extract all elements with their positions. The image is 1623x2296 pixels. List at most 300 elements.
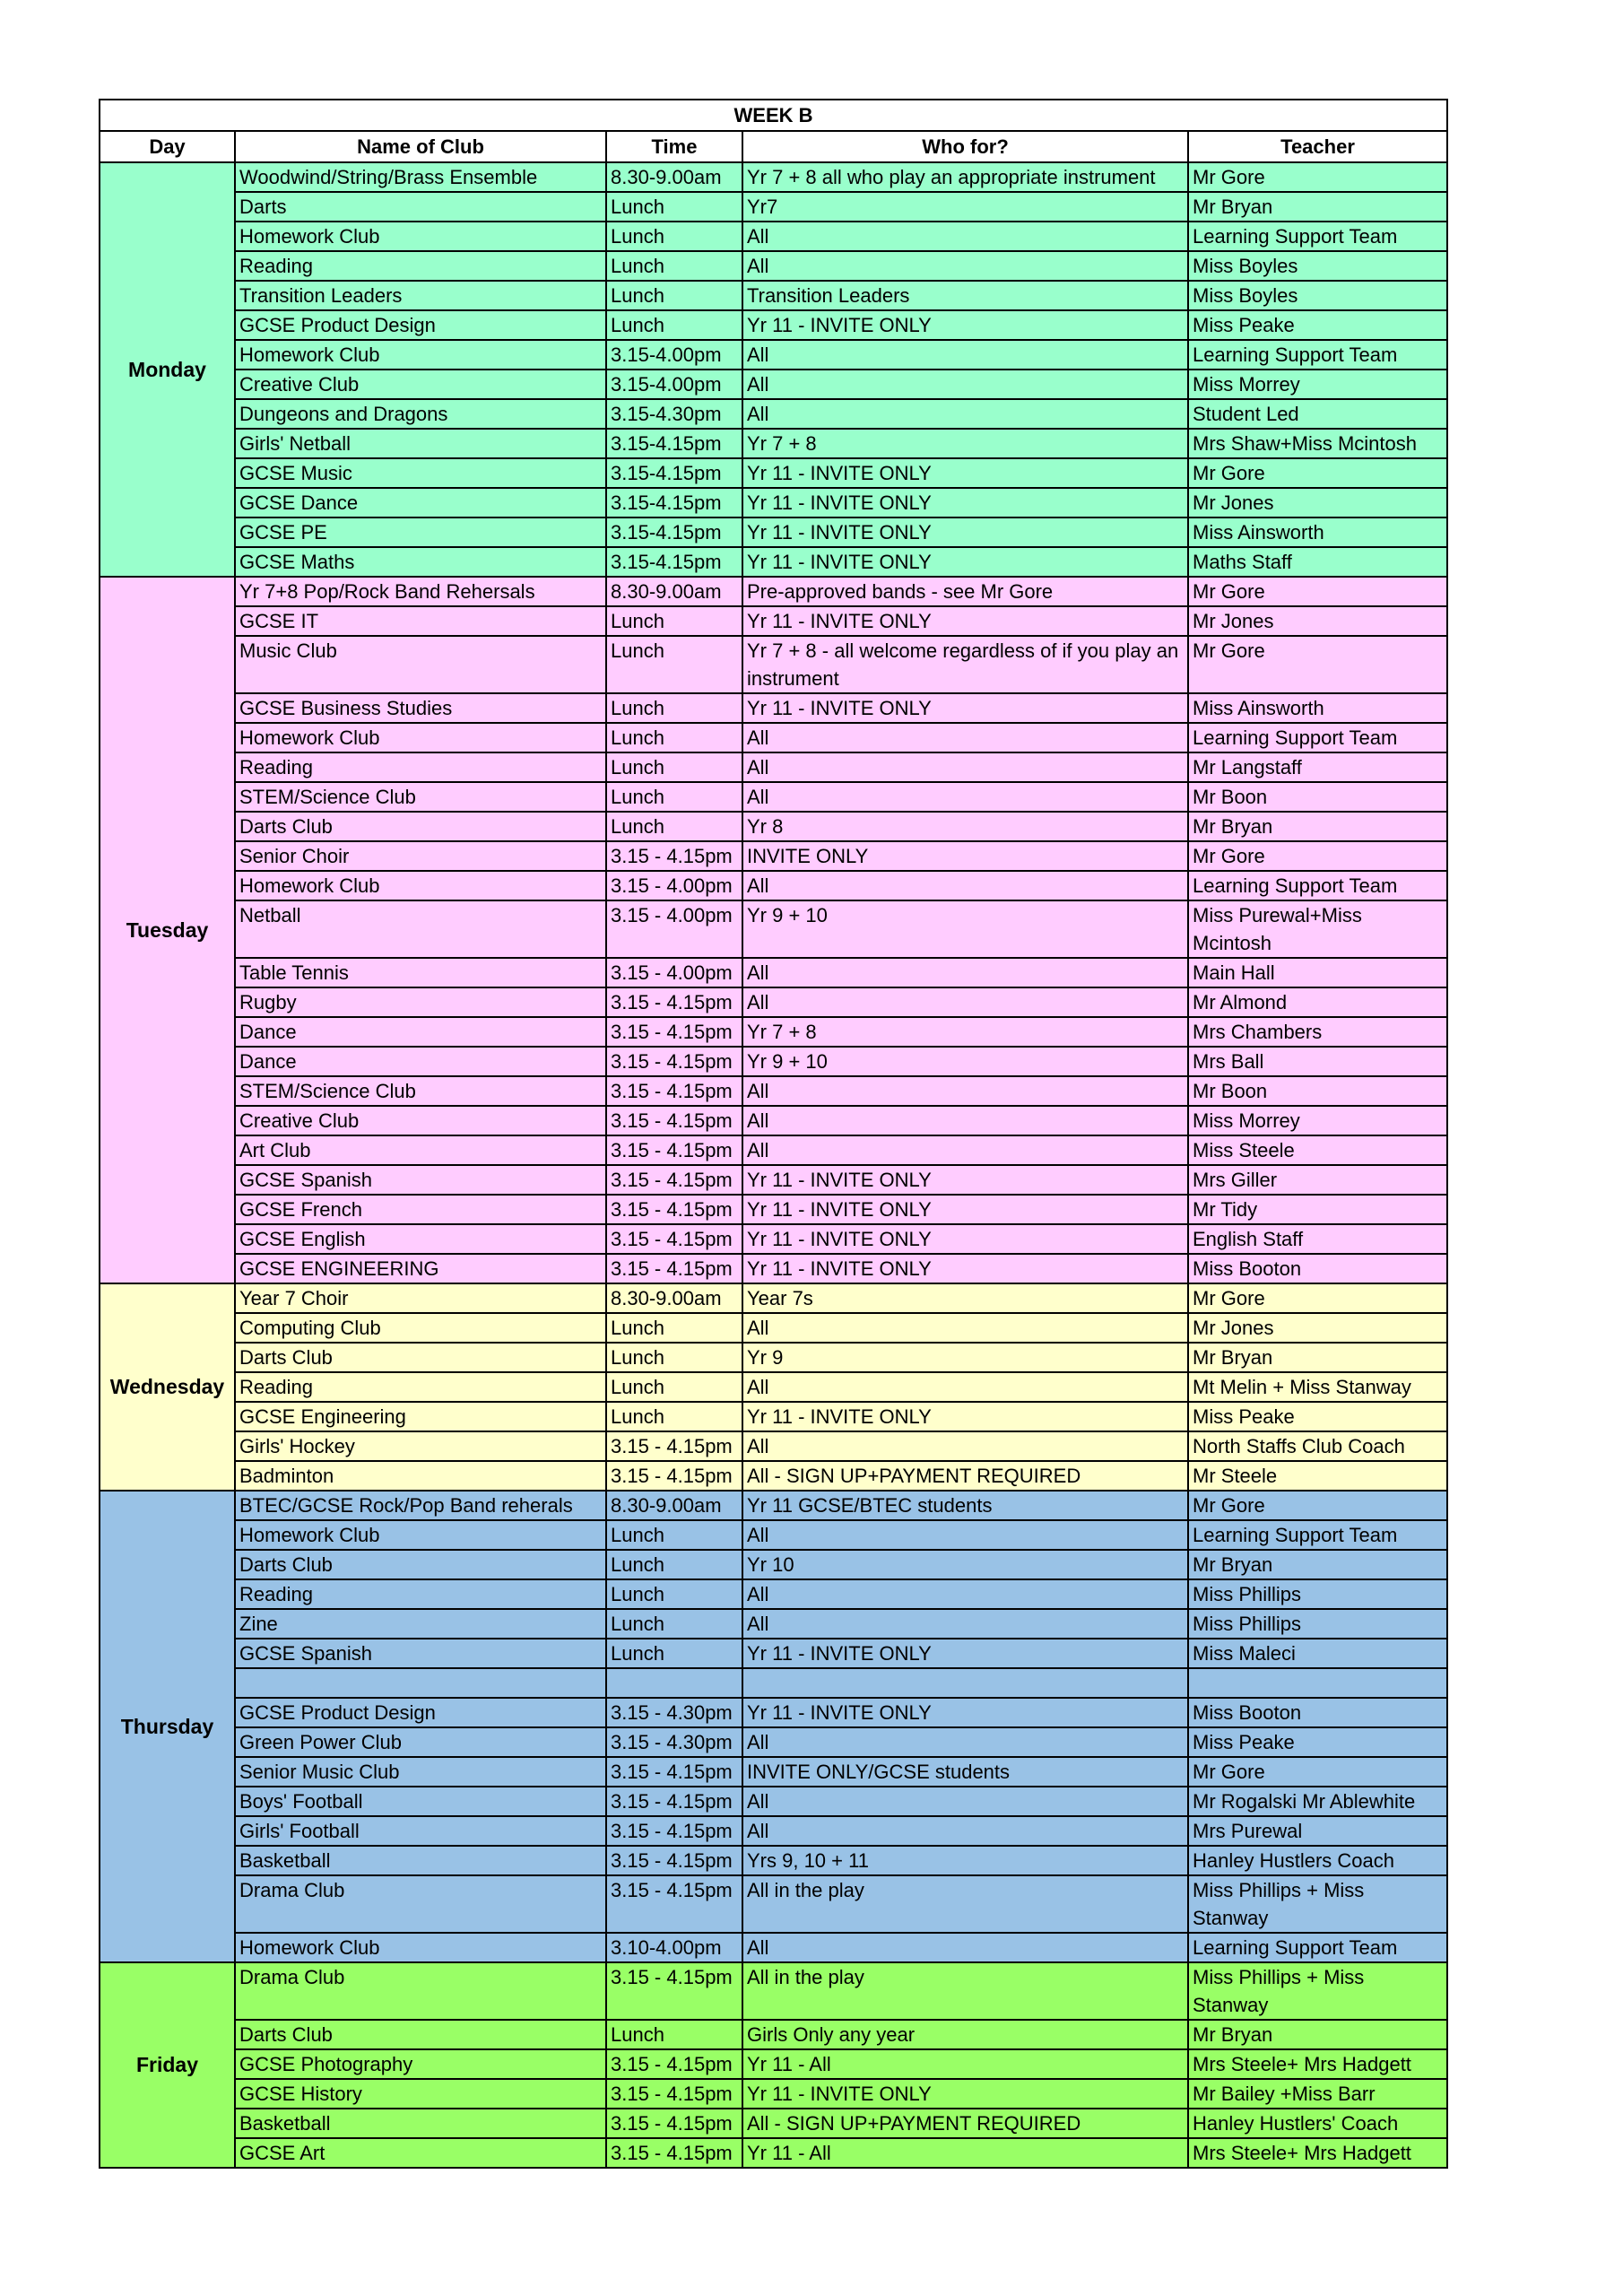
table-row [100,1224,1447,1254]
table-row [100,2049,1447,2079]
teacher-cell: Maths Staff [1188,547,1447,577]
who-for-cell: All [742,399,1188,429]
who-for-cell: Yr 11 - INVITE ONLY [742,1195,1188,1224]
time-cell: 3.15 - 4.00pm [606,900,742,958]
header-row [100,131,1447,162]
who-for-cell: All [742,1313,1188,1343]
time-cell: 3.15 - 4.15pm [606,1757,742,1787]
table-row [100,1933,1447,1962]
club-name-cell: GCSE IT [235,606,606,636]
time-cell: Lunch [606,723,742,752]
who-for-cell: All [742,782,1188,812]
teacher-cell: Mrs Ball [1188,1047,1447,1076]
table-row [100,1816,1447,1846]
table-row [100,488,1447,517]
teacher-cell: Mr Langstaff [1188,752,1447,782]
who-for-cell: All [742,958,1188,987]
teacher-cell: Mr Jones [1188,1313,1447,1343]
time-cell: Lunch [606,606,742,636]
club-name-cell: Transition Leaders [235,281,606,310]
table-row [100,1313,1447,1343]
club-name-cell: Drama Club [235,1875,606,1933]
club-name-cell: Netball [235,900,606,958]
teacher-cell: Miss Steele [1188,1135,1447,1165]
who-for-cell: Transition Leaders [742,281,1188,310]
teacher-cell: Miss Boyles [1188,251,1447,281]
who-for-cell: All - SIGN UP+PAYMENT REQUIRED [742,2109,1188,2138]
time-cell: 3.10-4.00pm [606,1933,742,1962]
table-row [100,606,1447,636]
time-cell: 3.15 - 4.15pm [606,1017,742,1047]
day-label: Thursday [100,1491,235,1962]
who-for-cell: All [742,1076,1188,1106]
time-cell: 3.15 - 4.15pm [606,987,742,1017]
who-for-cell: All [742,1372,1188,1402]
header-time: Time [606,131,742,162]
club-name-cell: Drama Club [235,1962,606,2020]
who-for-cell: All [742,1579,1188,1609]
table-row [100,782,1447,812]
table-row [100,1491,1447,1520]
who-for-cell: Yr 9 + 10 [742,1047,1188,1076]
time-cell: Lunch [606,281,742,310]
who-for-cell: All [742,1933,1188,1962]
time-cell: 3.15-4.15pm [606,517,742,547]
teacher-cell: Mr Steele [1188,1461,1447,1491]
time-cell: 3.15 - 4.15pm [606,1106,742,1135]
teacher-cell: Miss Phillips [1188,1609,1447,1639]
club-name-cell: Homework Club [235,1933,606,1962]
time-cell: 3.15 - 4.15pm [606,1461,742,1491]
club-name-cell: GCSE Spanish [235,1639,606,1668]
table-row [100,1698,1447,1727]
time-cell: 3.15 - 4.15pm [606,2079,742,2109]
time-cell: 3.15 - 4.15pm [606,1135,742,1165]
time-cell: 3.15 - 4.15pm [606,841,742,871]
table-row [100,871,1447,900]
who-for-cell: All [742,222,1188,251]
who-for-cell: Yr 11 - INVITE ONLY [742,458,1188,488]
table-row [100,1165,1447,1195]
who-for-cell: Yr 11 - INVITE ONLY [742,1224,1188,1254]
time-cell: 3.15 - 4.15pm [606,1787,742,1816]
table-row [100,1461,1447,1491]
table-row [100,1343,1447,1372]
club-name-cell: Girls' Netball [235,429,606,458]
day-label: Wednesday [100,1283,235,1491]
who-for-cell: Yr 7 + 8 [742,1017,1188,1047]
club-name-cell: Darts Club [235,812,606,841]
time-cell: 3.15 - 4.15pm [606,2049,742,2079]
who-for-cell: All [742,1106,1188,1135]
club-name-cell: Reading [235,251,606,281]
table-row [100,1254,1447,1283]
teacher-cell: Miss Booton [1188,1698,1447,1727]
teacher-cell: Mr Tidy [1188,1195,1447,1224]
teacher-cell: Miss Peake [1188,1727,1447,1757]
table-row [100,636,1447,693]
who-for-cell: Pre-approved bands - see Mr Gore [742,577,1188,606]
club-name-cell: Yr 7+8 Pop/Rock Band Rehersals [235,577,606,606]
who-for-cell: Yr 7 + 8 [742,429,1188,458]
time-cell: 8.30-9.00am [606,1491,742,1520]
table-row [100,2138,1447,2168]
who-for-cell: Year 7s [742,1283,1188,1313]
table-row [100,1431,1447,1461]
table-row [100,812,1447,841]
who-for-cell: All [742,987,1188,1017]
club-name-cell: Computing Club [235,1313,606,1343]
teacher-cell: Student Led [1188,399,1447,429]
time-cell: 3.15 - 4.15pm [606,2138,742,2168]
table-row [100,1402,1447,1431]
who-for-cell: All [742,251,1188,281]
teacher-cell: Learning Support Team [1188,871,1447,900]
club-name-cell: Reading [235,1579,606,1609]
day-label: Tuesday [100,577,235,1283]
club-name-cell: Creative Club [235,1106,606,1135]
teacher-cell: Mr Gore [1188,577,1447,606]
time-cell: Lunch [606,1402,742,1431]
teacher-cell [1188,1668,1447,1698]
time-cell: Lunch [606,192,742,222]
table-row [100,370,1447,399]
header-who-for: Who for? [742,131,1188,162]
who-for-cell: Yrs 9, 10 + 11 [742,1846,1188,1875]
club-name-cell: Homework Club [235,871,606,900]
time-cell: 3.15 - 4.00pm [606,958,742,987]
teacher-cell: Mr Bryan [1188,1343,1447,1372]
who-for-cell: Yr 11 GCSE/BTEC students [742,1491,1188,1520]
who-for-cell: Yr 11 - INVITE ONLY [742,310,1188,340]
time-cell: 8.30-9.00am [606,1283,742,1313]
table-row [100,1195,1447,1224]
club-name-cell: Boys' Football [235,1787,606,1816]
teacher-cell: English Staff [1188,1224,1447,1254]
time-cell: 3.15 - 4.15pm [606,1431,742,1461]
time-cell: Lunch [606,1579,742,1609]
club-name-cell: Zine [235,1609,606,1639]
who-for-cell: Yr 8 [742,812,1188,841]
club-name-cell: GCSE Engineering [235,1402,606,1431]
club-name-cell: GCSE Photography [235,2049,606,2079]
teacher-cell: Mrs Chambers [1188,1017,1447,1047]
teacher-cell: Miss Phillips + Miss Stanway [1188,1875,1447,1933]
club-name-cell: Homework Club [235,1520,606,1550]
time-cell: Lunch [606,2020,742,2049]
club-name-cell: Badminton [235,1461,606,1491]
table-row [100,723,1447,752]
teacher-cell: Learning Support Team [1188,723,1447,752]
teacher-cell: Mr Bryan [1188,192,1447,222]
time-cell [606,1668,742,1698]
timetable-body [100,162,1447,2168]
table-row [100,1017,1447,1047]
club-name-cell: STEM/Science Club [235,1076,606,1106]
time-cell: Lunch [606,222,742,251]
teacher-cell: Mrs Purewal [1188,1816,1447,1846]
table-row [100,841,1447,871]
who-for-cell: All [742,1727,1188,1757]
table-row [100,1757,1447,1787]
who-for-cell: Yr 10 [742,1550,1188,1579]
teacher-cell: Mr Jones [1188,488,1447,517]
club-name-cell: GCSE French [235,1195,606,1224]
time-cell: 3.15 - 4.15pm [606,1047,742,1076]
who-for-cell: Yr 11 - INVITE ONLY [742,1254,1188,1283]
table-row [100,192,1447,222]
teacher-cell: Mr Boon [1188,782,1447,812]
who-for-cell: INVITE ONLY [742,841,1188,871]
club-name-cell: Dance [235,1047,606,1076]
club-name-cell: GCSE PE [235,517,606,547]
club-name-cell: Darts Club [235,2020,606,2049]
table-row [100,1727,1447,1757]
table-row [100,340,1447,370]
table-row [100,1106,1447,1135]
time-cell: 3.15-4.30pm [606,399,742,429]
time-cell: 8.30-9.00am [606,577,742,606]
teacher-cell: Miss Boyles [1188,281,1447,310]
teacher-cell: Mr Gore [1188,1283,1447,1313]
table-row [100,1550,1447,1579]
who-for-cell [742,1668,1188,1698]
who-for-cell: Yr 11 - All [742,2138,1188,2168]
table-row [100,900,1447,958]
club-name-cell: Girls' Football [235,1816,606,1846]
timetable [99,99,1448,2169]
who-for-cell: Yr 9 + 10 [742,900,1188,958]
table-row [100,1579,1447,1609]
time-cell: Lunch [606,1372,742,1402]
club-name-cell: Reading [235,752,606,782]
teacher-cell: North Staffs Club Coach [1188,1431,1447,1461]
table-row [100,1372,1447,1402]
club-name-cell: Creative Club [235,370,606,399]
time-cell: Lunch [606,636,742,693]
teacher-cell: Learning Support Team [1188,340,1447,370]
time-cell: 3.15-4.00pm [606,370,742,399]
club-name-cell: Senior Choir [235,841,606,871]
table-row [100,458,1447,488]
club-name-cell: Darts Club [235,1343,606,1372]
time-cell: Lunch [606,1520,742,1550]
teacher-cell: Miss Phillips + Miss Stanway [1188,1962,1447,2020]
time-cell: 3.15 - 4.15pm [606,1254,742,1283]
table-row [100,1846,1447,1875]
who-for-cell: All [742,1609,1188,1639]
teacher-cell: Miss Peake [1188,310,1447,340]
who-for-cell: All [742,1520,1188,1550]
club-name-cell: Basketball [235,2109,606,2138]
header-club-name: Name of Club [235,131,606,162]
club-name-cell: Woodwind/String/Brass Ensemble [235,162,606,192]
club-name-cell: BTEC/GCSE Rock/Pop Band reherals [235,1491,606,1520]
table-row [100,752,1447,782]
table-row [100,693,1447,723]
time-cell: 3.15 - 4.15pm [606,2109,742,2138]
club-name-cell: Reading [235,1372,606,1402]
teacher-cell: Miss Purewal+Miss Mcintosh [1188,900,1447,958]
teacher-cell: Miss Morrey [1188,370,1447,399]
table-row [100,1609,1447,1639]
title-row [100,100,1447,131]
teacher-cell: Mr Jones [1188,606,1447,636]
who-for-cell: INVITE ONLY/GCSE students [742,1757,1188,1787]
who-for-cell: All [742,1135,1188,1165]
club-name-cell [235,1668,606,1698]
club-name-cell: GCSE Art [235,2138,606,2168]
club-name-cell: GCSE Dance [235,488,606,517]
club-name-cell: GCSE History [235,2079,606,2109]
table-row [100,251,1447,281]
table-row [100,517,1447,547]
table-row [100,429,1447,458]
who-for-cell: Yr7 [742,192,1188,222]
table-row [100,1135,1447,1165]
club-name-cell: GCSE Product Design [235,310,606,340]
time-cell: 3.15 - 4.15pm [606,1224,742,1254]
who-for-cell: All - SIGN UP+PAYMENT REQUIRED [742,1461,1188,1491]
table-row [100,1787,1447,1816]
time-cell: Lunch [606,251,742,281]
club-name-cell: GCSE English [235,1224,606,1254]
time-cell: Lunch [606,812,742,841]
who-for-cell: Yr 11 - INVITE ONLY [742,1165,1188,1195]
table-row [100,1668,1447,1698]
club-name-cell: GCSE ENGINEERING [235,1254,606,1283]
table-row [100,2109,1447,2138]
club-name-cell: STEM/Science Club [235,782,606,812]
teacher-cell: Miss Booton [1188,1254,1447,1283]
club-name-cell: GCSE Business Studies [235,693,606,723]
who-for-cell: All in the play [742,1962,1188,2020]
club-name-cell: GCSE Product Design [235,1698,606,1727]
who-for-cell: All [742,723,1188,752]
teacher-cell: Miss Morrey [1188,1106,1447,1135]
table-row [100,310,1447,340]
teacher-cell: Mr Gore [1188,1491,1447,1520]
table-row [100,1962,1447,2020]
who-for-cell: All in the play [742,1875,1188,1933]
time-cell: Lunch [606,1639,742,1668]
who-for-cell: Girls Only any year [742,2020,1188,2049]
teacher-cell: Miss Ainsworth [1188,693,1447,723]
teacher-cell: Miss Peake [1188,1402,1447,1431]
table-row [100,2020,1447,2049]
club-name-cell: Senior Music Club [235,1757,606,1787]
table-row [100,1047,1447,1076]
table-row [100,547,1447,577]
teacher-cell: Mr Gore [1188,841,1447,871]
club-name-cell: Girls' Hockey [235,1431,606,1461]
teacher-cell: Mrs Steele+ Mrs Hadgett [1188,2049,1447,2079]
club-name-cell: GCSE Spanish [235,1165,606,1195]
who-for-cell: All [742,1787,1188,1816]
time-cell: 3.15-4.15pm [606,429,742,458]
time-cell: Lunch [606,1313,742,1343]
teacher-cell: Mr Gore [1188,458,1447,488]
club-name-cell: Homework Club [235,340,606,370]
table-row [100,1639,1447,1668]
teacher-cell: Learning Support Team [1188,1520,1447,1550]
time-cell: 3.15-4.15pm [606,547,742,577]
teacher-cell: Miss Phillips [1188,1579,1447,1609]
teacher-cell: Mrs Giller [1188,1165,1447,1195]
club-name-cell: Basketball [235,1846,606,1875]
time-cell: Lunch [606,782,742,812]
club-name-cell: Homework Club [235,723,606,752]
sheet-title: WEEK B [100,100,1447,131]
time-cell: 3.15 - 4.15pm [606,1076,742,1106]
day-label: Friday [100,1962,235,2168]
table-row [100,399,1447,429]
table-row [100,1520,1447,1550]
time-cell: 3.15 - 4.15pm [606,1195,742,1224]
time-cell: Lunch [606,1550,742,1579]
who-for-cell: All [742,1816,1188,1846]
time-cell: Lunch [606,1343,742,1372]
time-cell: 3.15 - 4.30pm [606,1727,742,1757]
club-name-cell: GCSE Music [235,458,606,488]
table-row [100,577,1447,606]
table-row [100,1283,1447,1313]
teacher-cell: Mr Gore [1188,1757,1447,1787]
time-cell: 3.15-4.00pm [606,340,742,370]
time-cell: 3.15 - 4.30pm [606,1698,742,1727]
club-name-cell: Art Club [235,1135,606,1165]
club-name-cell: Darts [235,192,606,222]
who-for-cell: All [742,340,1188,370]
time-cell: Lunch [606,1609,742,1639]
header-teacher: Teacher [1188,131,1447,162]
who-for-cell: Yr 11 - INVITE ONLY [742,693,1188,723]
who-for-cell: All [742,871,1188,900]
table-row [100,1076,1447,1106]
teacher-cell: Mrs Shaw+Miss Mcintosh [1188,429,1447,458]
teacher-cell: Mr Bryan [1188,2020,1447,2049]
teacher-cell: Learning Support Team [1188,222,1447,251]
who-for-cell: All [742,752,1188,782]
who-for-cell: Yr 11 - INVITE ONLY [742,488,1188,517]
table-row [100,281,1447,310]
time-cell: Lunch [606,752,742,782]
teacher-cell: Main Hall [1188,958,1447,987]
teacher-cell: Mr Rogalski Mr Ablewhite [1188,1787,1447,1816]
club-name-cell: Darts Club [235,1550,606,1579]
header-day: Day [100,131,235,162]
who-for-cell: Yr 7 + 8 all who play an appropriate instrument [742,162,1188,192]
teacher-cell: Mr Almond [1188,987,1447,1017]
teacher-cell: Mr Gore [1188,162,1447,192]
who-for-cell: Yr 11 - INVITE ONLY [742,1639,1188,1668]
teacher-cell: Hanley Hustlers' Coach [1188,2109,1447,2138]
time-cell: 3.15 - 4.15pm [606,1165,742,1195]
who-for-cell: Yr 11 - INVITE ONLY [742,606,1188,636]
time-cell: Lunch [606,310,742,340]
club-name-cell: Green Power Club [235,1727,606,1757]
teacher-cell: Mrs Steele+ Mrs Hadgett [1188,2138,1447,2168]
who-for-cell: Yr 11 - INVITE ONLY [742,547,1188,577]
teacher-cell: Learning Support Team [1188,1933,1447,1962]
teacher-cell: Mr Bryan [1188,812,1447,841]
club-name-cell: Rugby [235,987,606,1017]
club-name-cell: Year 7 Choir [235,1283,606,1313]
who-for-cell: All [742,1431,1188,1461]
time-cell: 3.15 - 4.15pm [606,1846,742,1875]
teacher-cell: Mr Bailey +Miss Barr [1188,2079,1447,2109]
teacher-cell: Hanley Hustlers Coach [1188,1846,1447,1875]
